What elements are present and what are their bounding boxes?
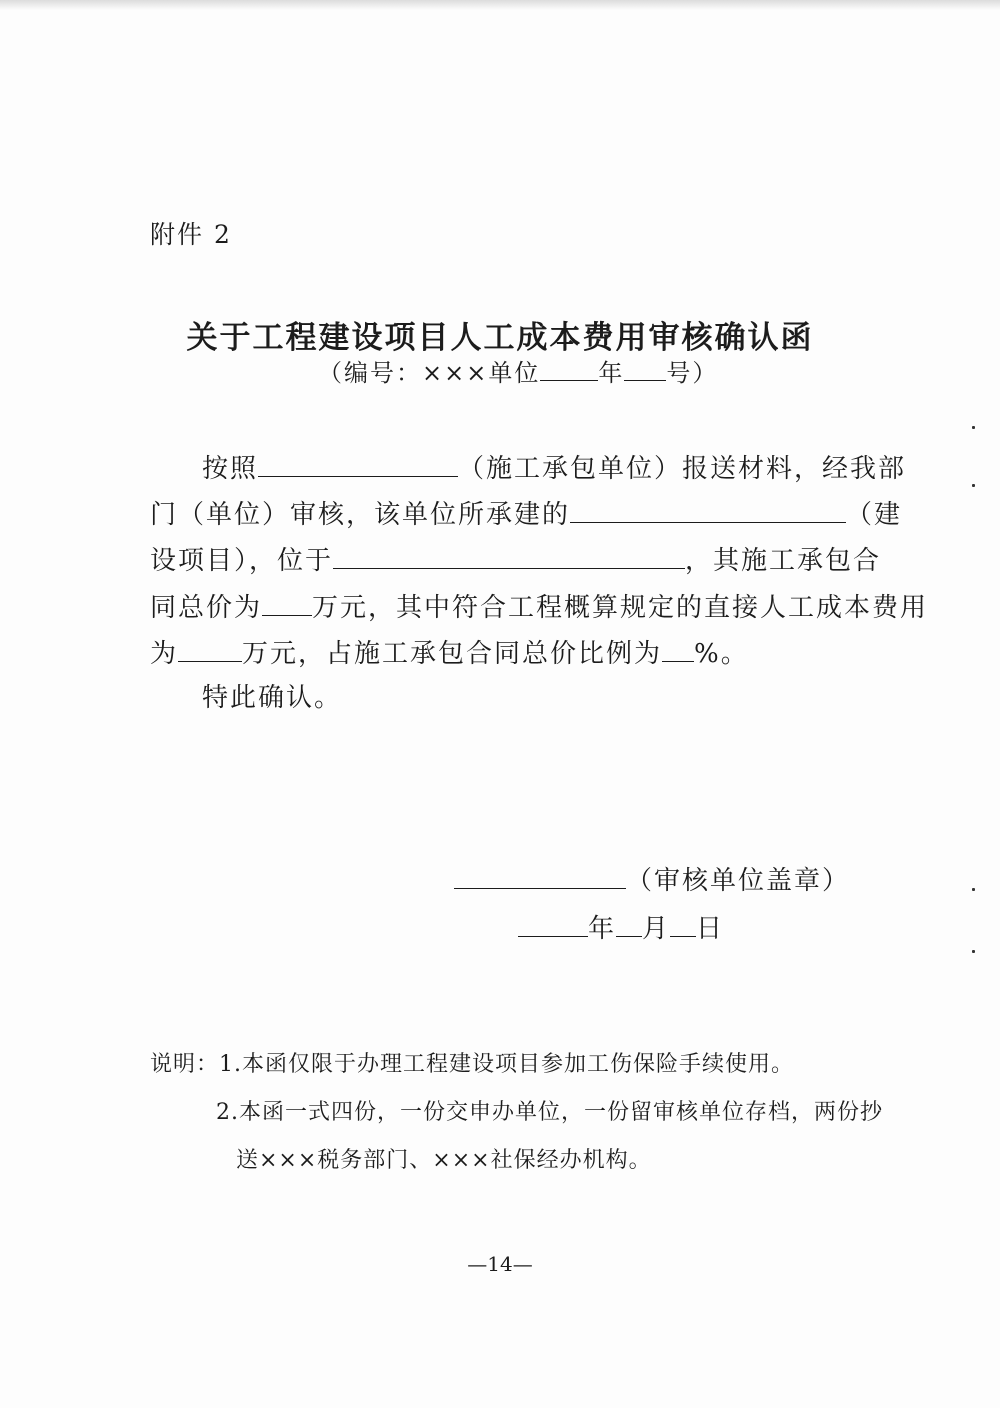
date-day: 日 — [696, 914, 725, 944]
document-title: 关于工程建设项目人工成本费用审核确认函 — [186, 320, 814, 356]
blank-field — [178, 639, 242, 662]
note-line-1 — [150, 1054, 794, 1076]
date-year: 年 — [588, 914, 617, 944]
scan-edge — [0, 0, 1000, 10]
body-line-6: 特此确认。 — [202, 683, 343, 713]
scan-mark — [972, 950, 975, 953]
blank-field — [258, 454, 458, 477]
signature-date-line — [518, 914, 724, 942]
number-line — [318, 358, 718, 385]
body-text: 为 — [150, 639, 179, 669]
body-text: 门（单位）审核，该单位所承建的 — [150, 500, 571, 530]
body-text: 同总价为 — [150, 593, 263, 623]
blank-field — [662, 639, 694, 662]
body-text: 设项目），位于 — [150, 546, 334, 576]
date-month: 月 — [642, 914, 671, 944]
number-suffix: 号） — [666, 359, 719, 387]
seal-label: （审核单位盖章） — [626, 866, 851, 896]
attachment-label: 附件 2 — [150, 220, 232, 249]
blank-field — [616, 914, 642, 937]
note-item-1: 1.本函仅限于办理工程建设项目参加工伤保险手续使用。 — [219, 1052, 795, 1077]
scan-mark — [972, 484, 975, 487]
page-number: —14— — [467, 1252, 533, 1276]
blank-field — [540, 358, 598, 381]
scan-mark — [972, 888, 975, 891]
blank-field — [518, 914, 588, 937]
body-text: （施工承包单位）报送材料，经我部 — [458, 454, 907, 484]
number-year: 年 — [598, 359, 625, 387]
body-text: 万元，其中符合工程概算规定的直接人工成本费用 — [312, 593, 929, 623]
body-line-3 — [150, 546, 881, 574]
scan-mark — [972, 426, 975, 429]
blank-field — [333, 546, 685, 569]
note-line-2: 2.本函一式四份，一份交申办单位，一份留审核单位存档，两份抄 — [216, 1100, 883, 1125]
body-text: 按照 — [202, 454, 259, 484]
note-line-3: 送×××税务部门、×××社保经办机构。 — [236, 1148, 652, 1173]
blank-field — [454, 866, 626, 889]
number-prefix: （编号：×××单位 — [318, 359, 541, 387]
body-line-2 — [150, 500, 902, 528]
blank-field — [262, 593, 312, 616]
body-text: ，其施工承包合 — [685, 546, 882, 576]
signature-seal-line — [454, 866, 850, 894]
blank-field — [570, 500, 846, 523]
body-line-1 — [202, 454, 906, 482]
body-text: %。 — [694, 639, 749, 669]
body-line-5 — [150, 639, 749, 667]
body-text: 万元，占施工承包合同总价比例为 — [242, 639, 663, 669]
blank-field — [624, 358, 666, 381]
note-label: 说明： — [150, 1052, 220, 1077]
body-text: （建 — [846, 500, 903, 530]
body-line-4 — [150, 593, 928, 621]
blank-field — [670, 914, 696, 937]
